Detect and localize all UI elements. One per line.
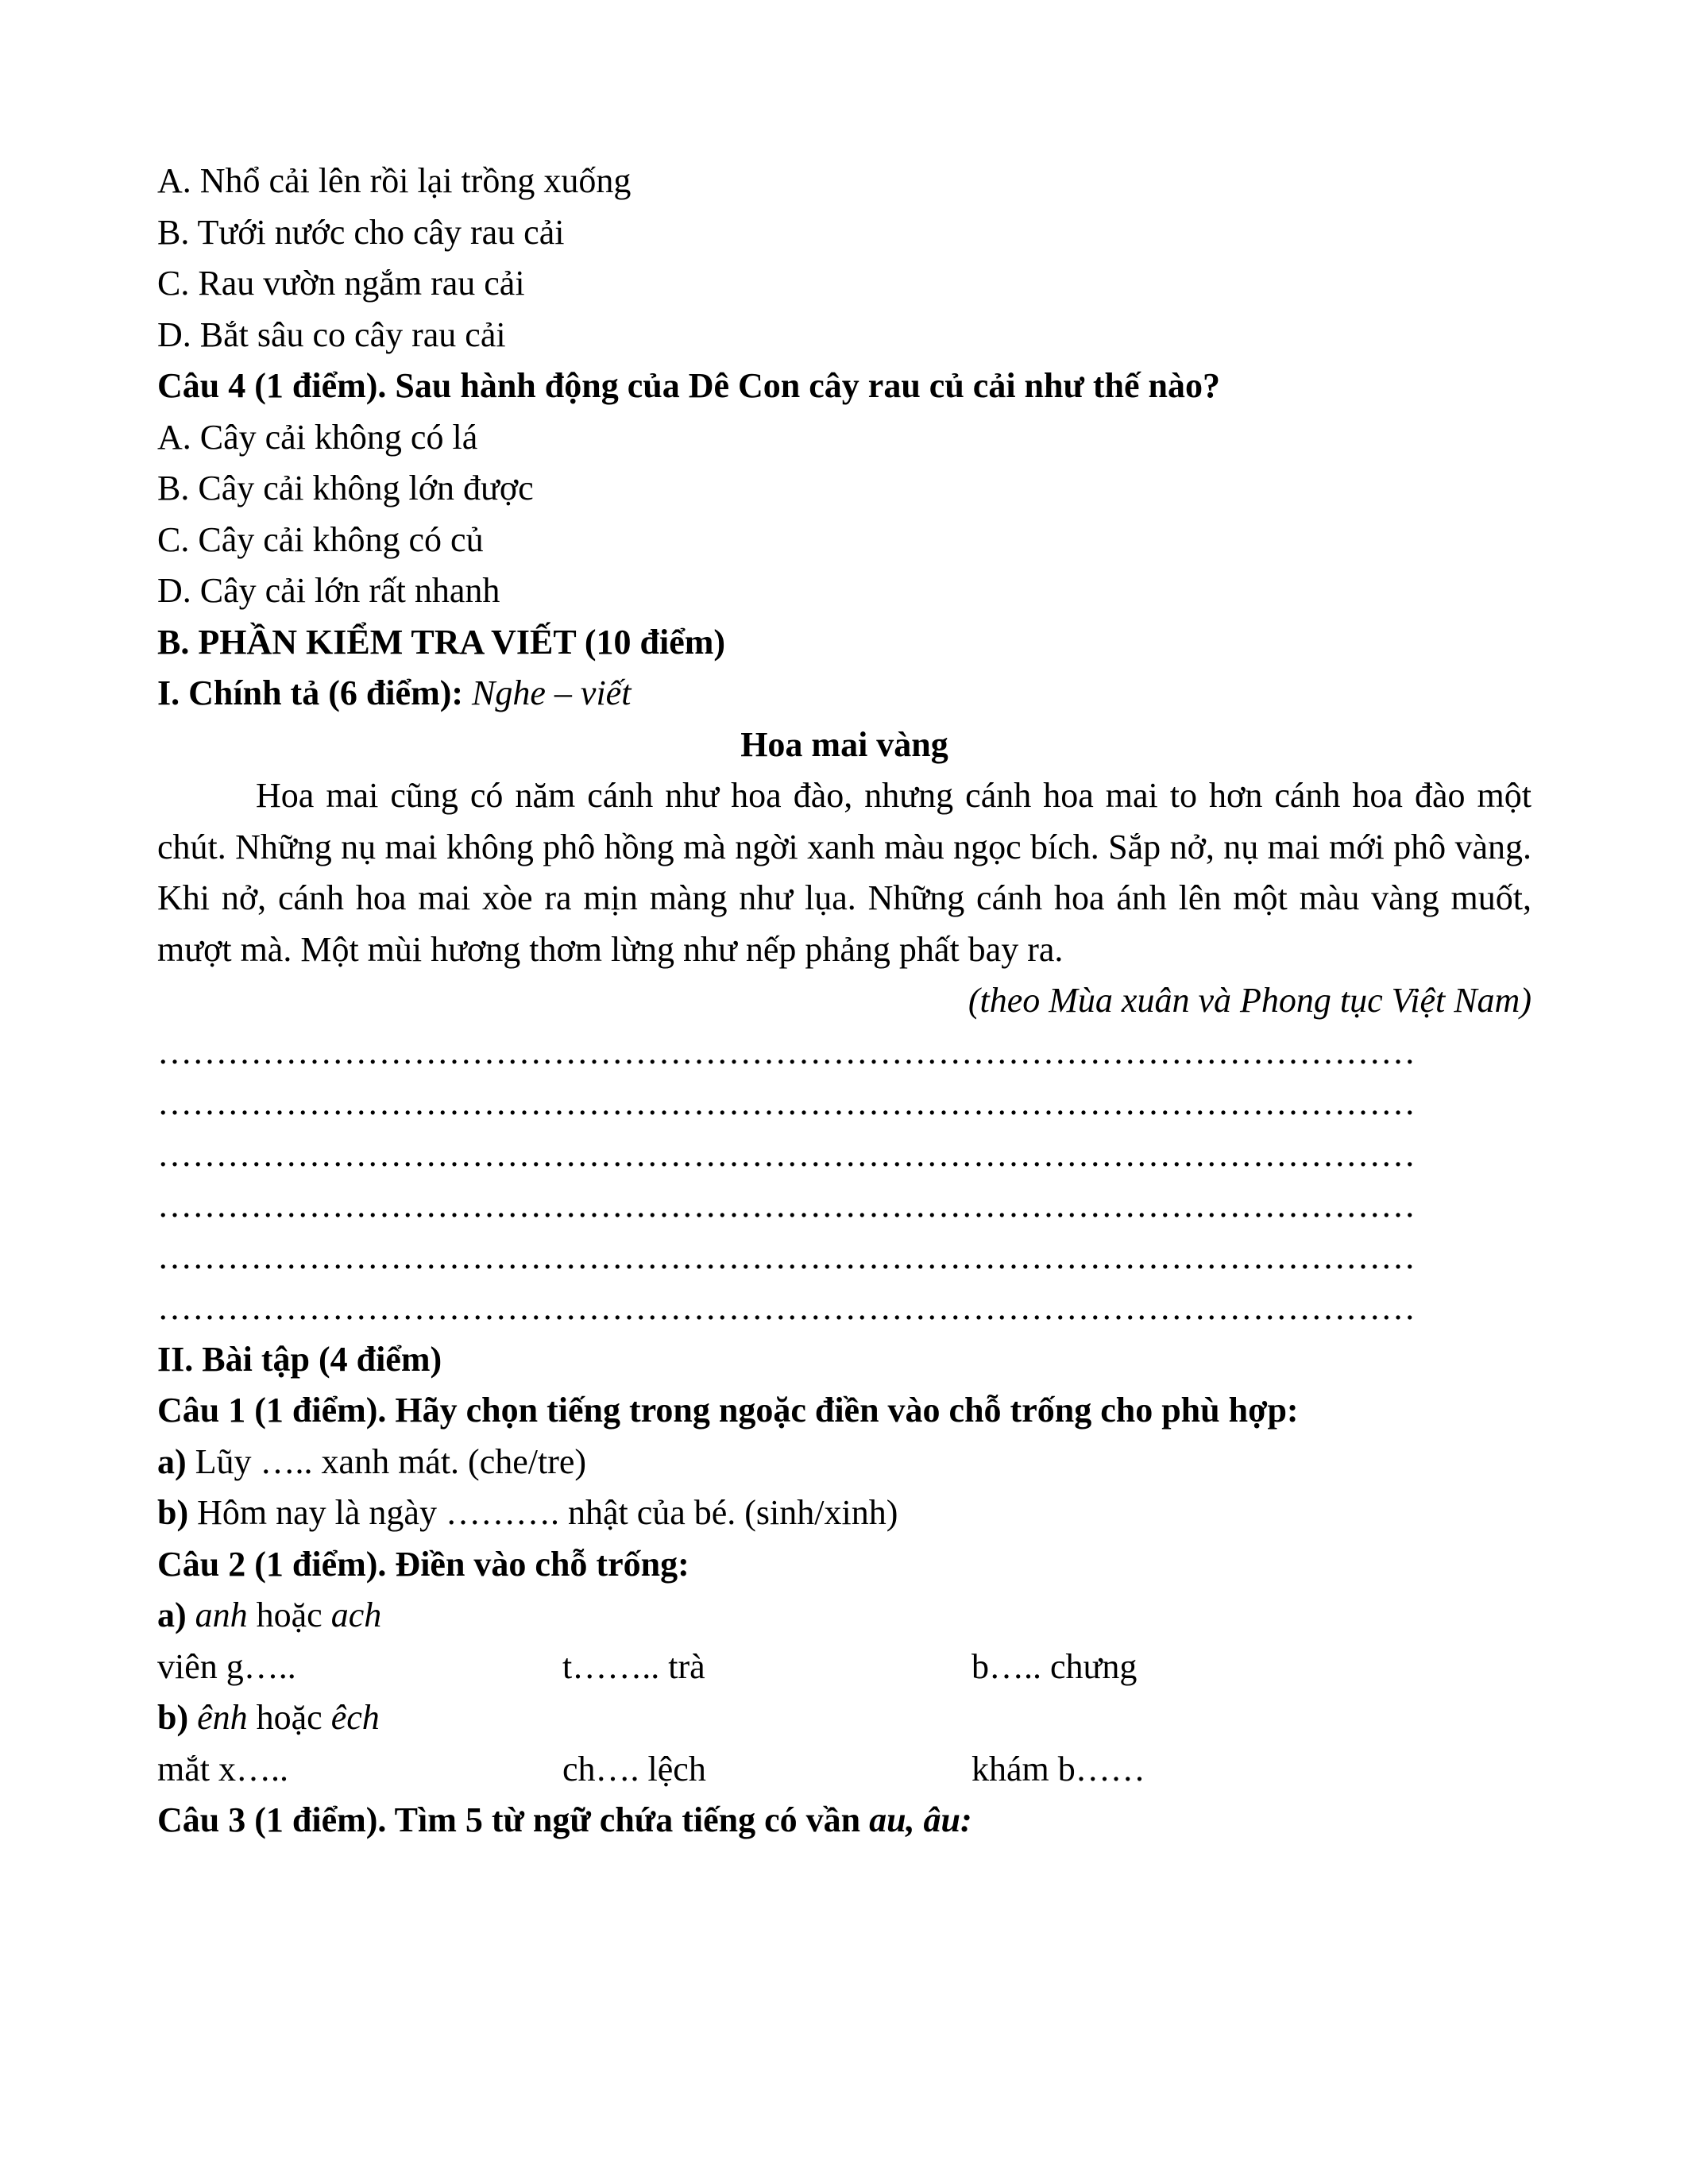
cau2-a-label: a): [157, 1596, 187, 1634]
cau1-b-text: Hôm nay là ngày ………. nhật của bé. (sinh/xinh): [188, 1493, 898, 1532]
q3-option-b: B. Tưới nước cho cây rau cải: [157, 212, 565, 252]
cau2-b-heading: [157, 1692, 1532, 1744]
cau1-question: Câu 1 (1 điểm). Hãy chọn tiếng trong ngoặc điền vào chỗ trống cho phù hợp:: [157, 1391, 1299, 1430]
cau2-a-item-2: t…….. trà: [562, 1646, 705, 1686]
cau2-a-item-1: viên g…..: [157, 1646, 296, 1686]
q4-option-a: A. Cây cải không có lá: [157, 417, 478, 457]
cau1-b-label: b): [157, 1493, 189, 1532]
passage-text: Hoa mai cũng có năm cánh như hoa đào, nhưng cánh hoa mai to hơn cánh hoa đào một chút. Những nụ mai không phô hồng mà ngời xanh màu ngọc bích. Sắp nở, nụ mai mới phô vàng. Khi nở, cánh hoa mai xòe ra mịn màng như lụa. Những cánh hoa ánh lên một màu vàng muốt, mượt mà. Một mùi hương thơm lừng như nếp phảng phất bay ra.: [157, 776, 1532, 969]
q3-option-a: A. Nhổ cải lên rồi lại trồng xuống: [157, 161, 632, 200]
chinh-ta-label: I. Chính tả (6 điểm):: [157, 673, 464, 712]
cau2-b-opt2: êch: [330, 1698, 380, 1737]
q3-option-d: D. Bắt sâu co cây rau cải: [157, 314, 506, 354]
writing-line-3: ………………………………………………………………………………………………: [157, 1134, 1416, 1174]
cau2-a-mid: hoặc: [247, 1596, 331, 1634]
q4-option-c: C. Cây cải không có củ: [157, 519, 484, 559]
cau2-a-heading: [157, 1590, 1532, 1642]
bai-tap-title: II. Bài tập (4 điểm): [157, 1339, 442, 1379]
writing-line-5: ………………………………………………………………………………………………: [157, 1237, 1416, 1276]
document-page: [157, 156, 1532, 1846]
q3-option-c: C. Rau vườn ngắm rau cải: [157, 264, 525, 303]
writing-line-1: ………………………………………………………………………………………………: [157, 1032, 1416, 1071]
passage-source: (theo Mùa xuân và Phong tục Việt Nam): [968, 981, 1532, 1020]
cau2-b-mid: hoặc: [247, 1698, 331, 1737]
q4-option-b: B. Cây cải không lớn được: [157, 469, 534, 507]
q4-question: Câu 4 (1 điểm). Sau hành động của Dê Con cây rau củ cải như thế nào?: [157, 366, 1221, 405]
chinh-ta-heading: [157, 668, 1532, 720]
cau2-a-items: [157, 1642, 1532, 1693]
chinh-ta-mode: Nghe – viết: [472, 673, 632, 712]
cau2-b-item-2: ch…. lệch: [562, 1749, 706, 1788]
cau2-b-item-1: mắt x…..: [157, 1749, 288, 1788]
passage-title: Hoa mai vàng: [740, 724, 948, 764]
cau1-a-text: Lũy ….. xanh mát. (che/tre): [186, 1441, 587, 1481]
cau2-a-item-3: b….. chưng: [971, 1646, 1138, 1686]
section-b-title: B. PHẦN KIỂM TRA VIẾT (10 điểm): [157, 622, 726, 662]
cau2-b-item-3: khám b……: [971, 1749, 1145, 1788]
cau2-question: Câu 2 (1 điểm). Điền vào chỗ trống:: [157, 1544, 689, 1584]
cau3-question: [157, 1795, 1532, 1846]
cau2-a-opt1: anh: [195, 1596, 248, 1634]
cau1-item-a: [157, 1437, 1532, 1488]
cau2-b-opt1: ênh: [197, 1698, 248, 1737]
cau2-b-label: b): [157, 1698, 189, 1737]
writing-line-6: ………………………………………………………………………………………………: [157, 1288, 1416, 1327]
cau3-vowels: au, âu:: [869, 1800, 972, 1839]
cau3-question-text: Câu 3 (1 điểm). Tìm 5 từ ngữ chứa tiếng có vần: [157, 1800, 870, 1839]
cau1-item-b: [157, 1488, 1532, 1539]
cau1-a-label: a): [157, 1441, 187, 1481]
cau2-b-items: [157, 1744, 1532, 1796]
writing-line-2: ………………………………………………………………………………………………: [157, 1083, 1416, 1122]
cau2-a-opt2: ach: [330, 1596, 382, 1634]
q4-option-d: D. Cây cải lớn rất nhanh: [157, 571, 500, 610]
writing-line-4: ………………………………………………………………………………………………: [157, 1186, 1416, 1225]
